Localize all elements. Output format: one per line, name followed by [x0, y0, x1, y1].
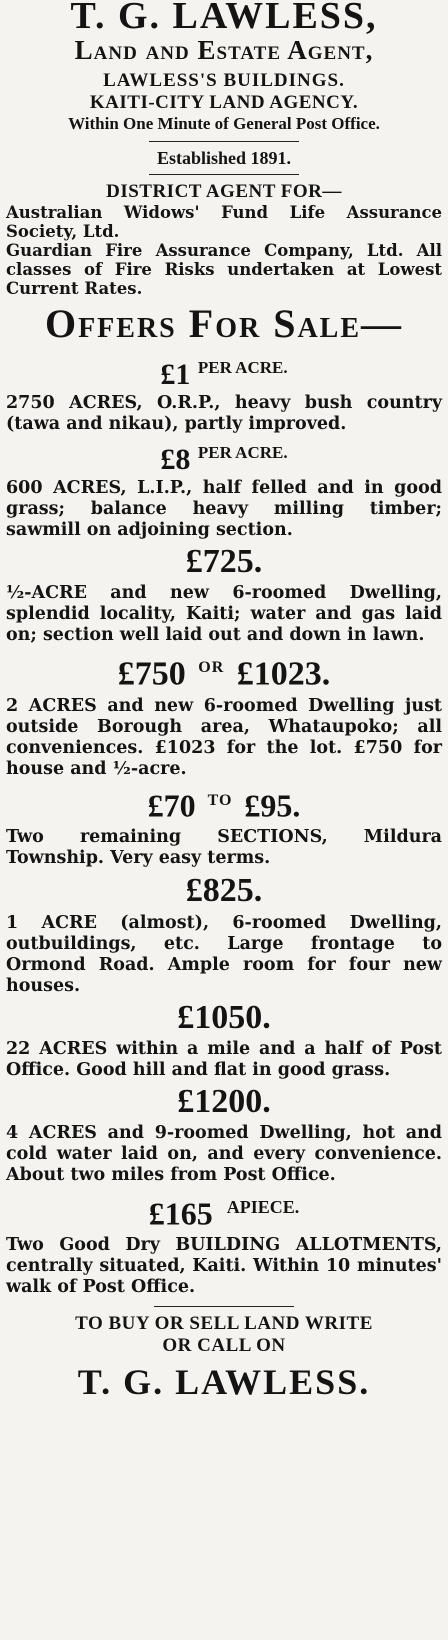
price-alt: £95.: [244, 787, 301, 824]
listing: [6, 350, 442, 435]
agent-title: Land and Estate Agent,: [74, 35, 374, 65]
listing-price-heading: [6, 541, 442, 583]
price: £725.: [185, 543, 263, 580]
price: £750: [117, 655, 186, 693]
offers-title: Offers For Sale—: [44, 301, 404, 346]
agent-name: T. G. LAWLESS,: [70, 0, 378, 37]
price-alt: £1023.: [236, 655, 331, 693]
price-suffix: OR: [198, 659, 225, 676]
price: £1: [160, 358, 191, 391]
agency-name: KAITI-CITY LAND AGENCY.: [89, 92, 359, 113]
footer-agent-name: T. G. LAWLESS.: [77, 1361, 371, 1402]
listing: [6, 435, 442, 541]
district-line-2: Guardian Fire Assurance Company, Ltd. All classes of Fire Risks undertaken at Lowest Current Rates.: [6, 241, 442, 298]
price: £825.: [185, 871, 263, 909]
listing-price-heading: [6, 780, 442, 827]
price: £1050.: [177, 998, 271, 1036]
listing-price-heading: [6, 350, 442, 393]
price-suffix: PER ACRE.: [197, 443, 288, 462]
location-note: Within One Minute of General Post Office.: [68, 114, 380, 133]
building-name: LAWLESS'S BUILDINGS.: [103, 70, 345, 91]
listing: [6, 646, 442, 780]
listing-description: 22 ACRES within a mile and a half of Post Office. Good hill and flat in good grass.: [6, 1038, 442, 1080]
listing: [6, 780, 442, 869]
divider: [149, 141, 299, 142]
price: £165: [148, 1195, 213, 1232]
listing: [6, 997, 442, 1081]
district-line-1: Australian Widows' Fund Life Assurance Society, Ltd.: [6, 203, 442, 241]
listing: [6, 1081, 442, 1186]
divider: [149, 174, 299, 175]
listing: [6, 541, 442, 646]
listing-description: ½-ACRE and new 6-roomed Dwelling, splendid locality, Kaiti; water and gas laid on; section well laid out and down in lawn.: [6, 583, 442, 645]
price-suffix: PER ACRE.: [197, 358, 288, 377]
listing-description: Two Good Dry BUILDING ALLOTMENTS, centrally situated, Kaiti. Within 10 minutes' walk of Post Office.: [6, 1234, 442, 1297]
listing-description: Two remaining SECTIONS, Mildura Township. Very easy terms.: [6, 826, 442, 868]
footer-line-1: TO BUY OR SELL LAND WRITE: [75, 1312, 373, 1334]
listing-price-heading: [6, 646, 442, 696]
listing-description: 1 ACRE (almost), 6-roomed Dwelling, outbuildings, etc. Large frontage to Ormond Road. Ample room for four new houses.: [6, 912, 442, 996]
established-note: Established 1891.: [156, 148, 292, 168]
listing-description: 600 ACRES, L.I.P., half felled and in good grass; balance heavy milling timber; sawmill on adjoining section.: [6, 478, 442, 540]
listing-price-heading: [6, 869, 442, 913]
listing-price-heading: [6, 997, 442, 1039]
listing-description: 4 ACRES and 9-roomed Dwelling, hot and cold water laid on, and every convenience. About two miles from Post Office.: [6, 1122, 442, 1185]
footer-line-2: OR CALL ON: [162, 1334, 286, 1356]
listing: [6, 869, 442, 997]
price: £70: [147, 787, 196, 824]
price: £8: [160, 443, 191, 476]
listing-price-heading: [6, 1186, 442, 1235]
price: £1200.: [177, 1082, 271, 1120]
listing-description: 2 ACRES and new 6-roomed Dwelling just outside Borough area, Whataupoko; all conveniences. £1023 for the lot. £750 for house and ½-acre.: [6, 696, 442, 780]
listing-price-heading: [6, 1081, 442, 1123]
district-heading: DISTRICT AGENT FOR—: [106, 181, 342, 202]
price-suffix: TO: [207, 792, 233, 810]
listing-price-heading: [6, 435, 442, 478]
price-suffix: APIECE.: [226, 1196, 300, 1217]
divider: [154, 1306, 294, 1307]
listing: [6, 1186, 442, 1298]
listing-description: 2750 ACRES, O.R.P., heavy bush country (tawa and nikau), partly improved.: [6, 393, 442, 434]
